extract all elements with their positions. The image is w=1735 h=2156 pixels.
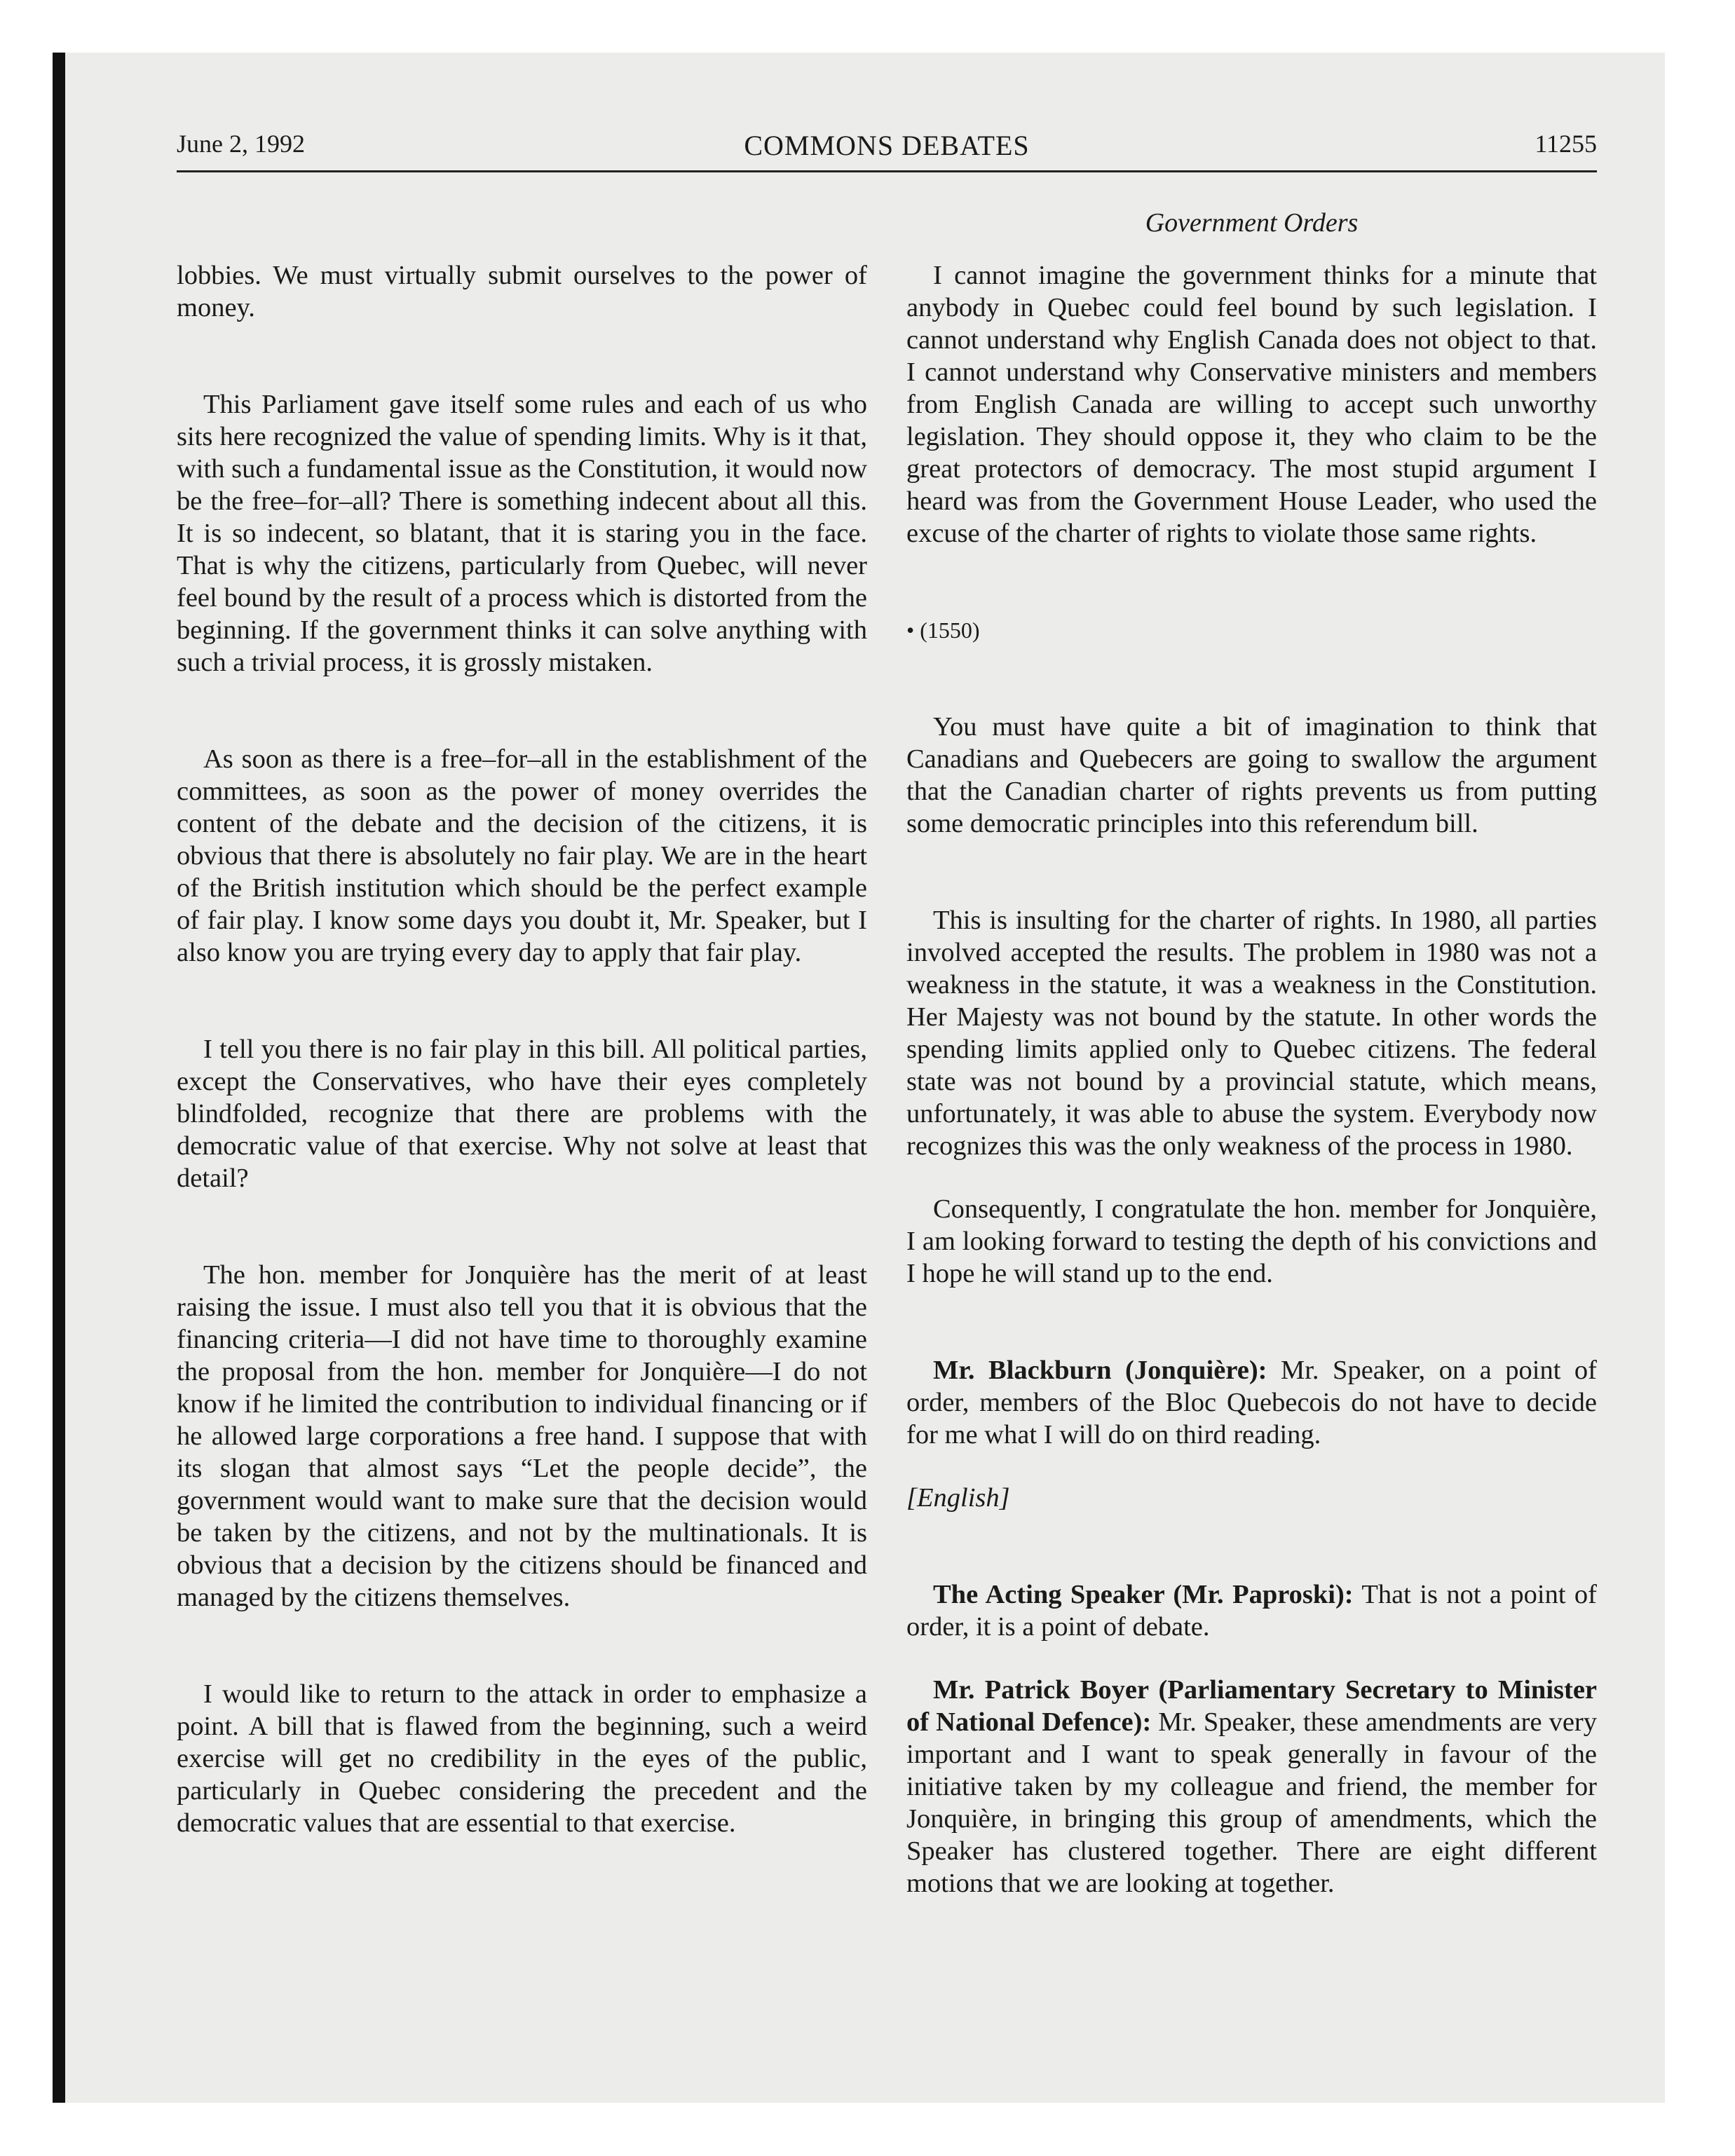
left-column bbox=[177, 259, 867, 1904]
speaker-name: Mr. Blackburn (Jonquière): bbox=[933, 1356, 1267, 1385]
header-title: COMMONS DEBATES bbox=[744, 130, 1030, 161]
paragraph: I would like to return to the attack in order to emphasize a point. A bill that is flawed from the beginning, such a weird exercise will get no credibility in the eyes of the public, particularly in Quebec considering the precedent and the democratic values that are essential to that exercise. bbox=[177, 1679, 867, 1838]
language-note: [English] bbox=[906, 1483, 1010, 1513]
speaker-name: Mr. Patrick Boyer (Parliamentary Secretary to Minister of National Defence): bbox=[906, 1675, 1597, 1737]
section-title: Government Orders bbox=[1145, 208, 1359, 238]
paragraph: The hon. member for Jonquière has the merit of at least raising the issue. I must also tell you that it is obvious that the financing criteria—I did not have time to thoroughly examine the proposal from the hon. member for Jonquière—I do not know if he limited the contribution to individual financing or if he allowed large corporations a free hand. I suppose that with its slogan that almost says “Let the people decide”, the government would want to make sure that the decision would be taken by the citizens, and not by the multinationals. It is obvious that a decision by the citizens should be financed and managed by the citizens themselves. bbox=[177, 1260, 867, 1612]
speech-acting-speaker bbox=[906, 1578, 1597, 1643]
header-date: June 2, 1992 bbox=[177, 130, 305, 158]
speech-text: Mr. Speaker, on a point of order, members of the Bloc Quebecois do not have to decide for me what I will do on third reading. bbox=[906, 1356, 1597, 1449]
paragraph: lobbies. We must virtually submit ourselves to the power of money. bbox=[177, 261, 867, 322]
paragraph: As soon as there is a free–for–all in the establishment of the committees, as soon as the power of money overrides the content of the debate and the decision of the citizens, it is obvious that there is absolutely no fair play. We are in the heart of the British institution which should be the perfect example of fair play. I know some days you doubt it, Mr. Speaker, but I also know you are trying every day to apply that fair play. bbox=[177, 744, 867, 967]
paragraph: I cannot imagine the government thinks for a minute that anybody in Quebec could feel bound by such legislation. I cannot understand why English Canada does not object to that. I cannot understand why Conservative ministers and members from English Canada are willing to accept such unworthy legislation. They should oppose it, they who claim to be the great protectors of democracy. The most stupid argument I heard was from the Government House Leader, who used the excuse of the charter of rights to violate those same rights. bbox=[906, 261, 1597, 548]
paragraph: You must have quite a bit of imagination to think that Canadians and Quebecers are going to swallow the argument that the Canadian charter of rights prevents us from putting some democratic principles into this referendum bill. bbox=[906, 712, 1597, 838]
speech-boyer bbox=[906, 1674, 1597, 1899]
header-page-number: 11255 bbox=[1535, 130, 1597, 158]
paragraph: Consequently, I congratulate the hon. member for Jonquière, I am looking forward to testing the depth of his convictions and I hope he will stand up to the end. bbox=[906, 1194, 1597, 1288]
speaker-name: The Acting Speaker (Mr. Paproski): bbox=[933, 1580, 1354, 1609]
paragraph: This Parliament gave itself some rules and each of us who sits here recognized the value of spending limits. Why is it that, with such a fundamental issue as the Constitution, it would now be the free–for–all? There is something indecent about all this. It is so indecent, so blatant, that it is staring you in the face. That is why the citizens, particularly from Quebec, will never feel bound by the result of a process which is distorted from the beginning. If the government thinks it can solve anything with such a trivial process, it is grossly mistaken. bbox=[177, 390, 867, 677]
binding-edge bbox=[53, 53, 65, 2103]
speech-blackburn bbox=[906, 1354, 1597, 1451]
paragraph: I tell you there is no fair play in this bill. All political parties, except the Conservatives, who have their eyes completely blindfolded, recognize that there are problems with the democratic value of that exercise. Why not solve at least that detail? bbox=[177, 1035, 867, 1193]
speech-text: That is not a point of order, it is a point of debate. bbox=[906, 1580, 1597, 1642]
paragraph: This is insulting for the charter of rights. In 1980, all parties involved accepted the results. The problem in 1980 was not a weakness in the statute, it was a weakness in the Constitution. Her Majesty was not bound by the statute. In other words the spending limits applied only to Quebec citizens. The federal state was not bound by a provincial statute, which means, unfortunately, it was able to abuse the system. Everybody now recognizes this was the only weakness of the process in 1980. bbox=[906, 906, 1597, 1161]
right-column bbox=[906, 259, 1597, 1964]
speech-text: Mr. Speaker, these amendments are very important and I want to speak generally in favour of the initiative taken by my colleague and friend, the member for Jonquière, in bringing this group of amendments, which the Speaker has clustered together. There are eight different motions that we are looking at together. bbox=[906, 1707, 1598, 1898]
header-rule bbox=[177, 170, 1597, 172]
timestamp-marker: • (1550) bbox=[906, 618, 980, 643]
page-header bbox=[177, 129, 1597, 171]
